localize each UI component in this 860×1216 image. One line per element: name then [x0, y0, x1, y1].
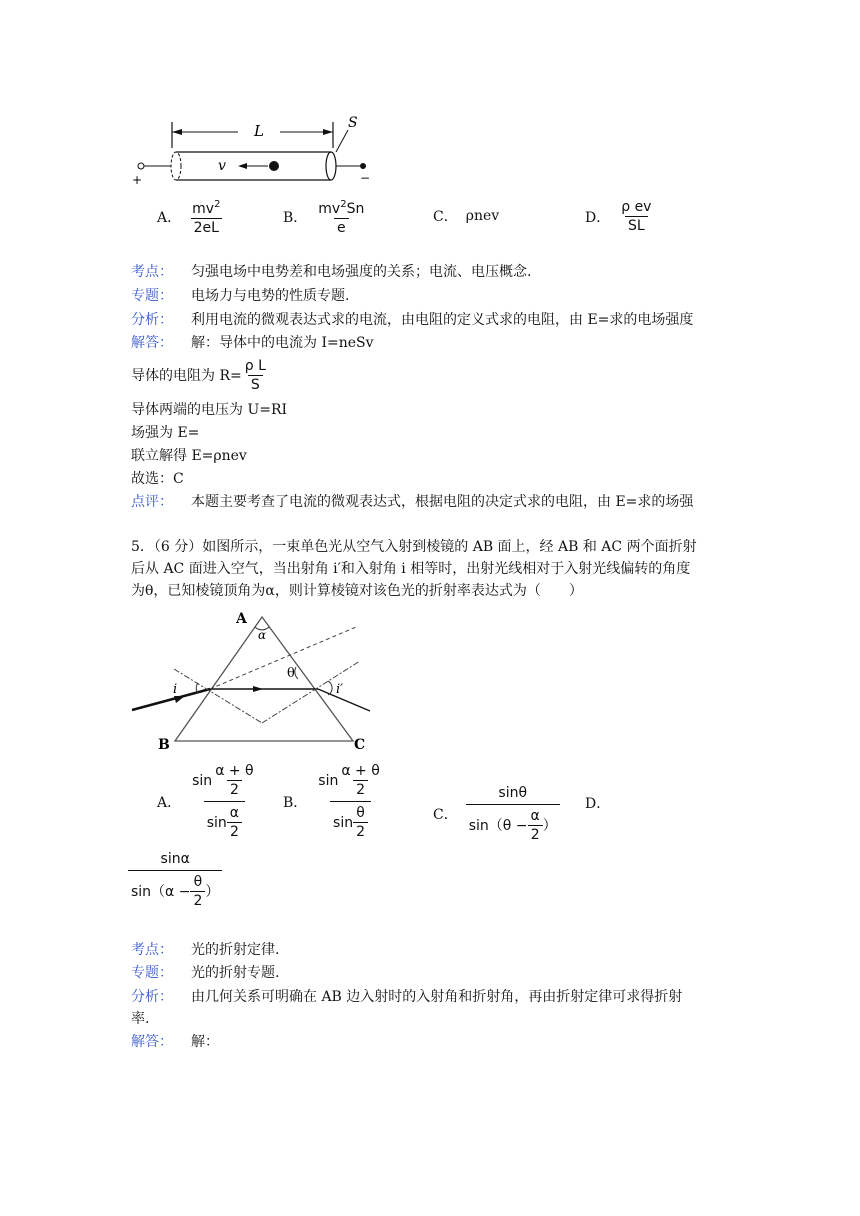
fraction: sin $\frac{\alpha + \theta}{2}$ sin $\frac{\alpha}{2}$	[192, 763, 254, 840]
minus-terminal: −	[360, 171, 371, 185]
theta-label: θ	[287, 666, 295, 681]
label: 专题：	[131, 965, 173, 981]
q4-option-c[interactable]	[433, 206, 499, 226]
q5-option-d[interactable]	[128, 850, 222, 910]
conductor-figure	[128, 112, 378, 187]
velocity-label: v	[218, 158, 226, 174]
label: 点评：	[131, 494, 173, 510]
vertex-b-label: B	[158, 737, 170, 753]
q5-option-b[interactable]	[283, 762, 386, 841]
q4-field-line: 场强为 E=	[131, 425, 200, 441]
fraction: sinα sin（α − $\frac{\theta}{2}$ ）	[128, 850, 222, 910]
area-label: S	[348, 115, 358, 131]
q4-option-a[interactable]	[157, 196, 223, 237]
fraction: $\frac{\text{ρ ev}}{SL}$	[621, 199, 652, 234]
angle-i-prime-label: i′	[336, 682, 344, 697]
q5-fenxi-cont: 率.	[131, 1011, 150, 1027]
fraction: $\frac{mv^2}{2eL}$	[192, 199, 221, 236]
q5-option-d-letter[interactable]: D．	[585, 796, 611, 812]
q4-choice-line: 故选：C	[131, 471, 184, 487]
plus-terminal: +	[132, 173, 143, 187]
q5-option-a[interactable]	[157, 762, 260, 841]
q4-kaodian: 考点： 匀强电场中电势差和电场强度的关系；电流、电压概念.	[131, 264, 532, 280]
label: 分析：	[131, 312, 173, 328]
q5-kaodian: 考点： 光的折射定律.	[131, 942, 280, 958]
angle-i-label: i	[173, 682, 178, 697]
label: 专题：	[131, 288, 173, 304]
q4-zhuanti: 专题： 电场力与电势的性质专题.	[131, 288, 350, 304]
q4-resistance-line: 导体的电阻为 R= $\frac{\text{ρ L}}{S}$	[131, 357, 269, 394]
option-letter: B．	[283, 794, 308, 811]
fraction: $\frac{mv^2Sn}{e}$	[318, 199, 365, 236]
vertex-a-label: A	[236, 611, 247, 627]
q5-stem-line-2: 后从 AC 面进入空气，当出射角 i′和入射角 i 相等时，出射光线相对于入射光线偏转的角度	[131, 561, 691, 577]
q5-fenxi: 分析： 由几何关系可明确在 AB 边入射时的入射角和折射角，再由折射定律可求得折射	[131, 989, 683, 1005]
option-letter: B．	[283, 209, 308, 226]
option-text: ρnev	[465, 208, 500, 224]
q4-fenxi: 分析： 利用电流的微观表达式求的电流，由电阻的定义式求的电阻，由 E=求的电场强度	[131, 312, 694, 328]
option-letter: C．	[433, 807, 458, 823]
option-letter: D．	[585, 209, 611, 226]
label: 考点：	[131, 942, 173, 958]
fraction: sin $\frac{\alpha + \theta}{2}$ sin $\frac{\theta}{2}$	[318, 763, 380, 840]
q4-joint-line: 联立解得 E=ρnev	[131, 448, 247, 464]
option-letter: C．	[433, 209, 458, 225]
label: 考点：	[131, 264, 173, 280]
q4-option-d[interactable]	[585, 198, 654, 235]
label: 解答：	[131, 1034, 173, 1050]
fraction: $\frac{\text{ρ L}}{S}$	[244, 358, 266, 393]
label: 解答：	[131, 335, 173, 351]
q4-jieda: 解答： 解：导体中的电流为 I=neSv	[131, 335, 374, 351]
q5-stem-line-1: 5．（6 分）如图所示，一束单色光从空气入射到棱镜的 AB 面上，经 AB 和 AC 两个面折射	[131, 539, 697, 555]
q4-voltage-line: 导体两端的电压为 U=RI	[131, 402, 288, 418]
q5-option-c[interactable]	[433, 784, 560, 844]
q4-dianping: 点评： 本题主要考查了电流的微观表达式，根据电阻的决定式求的电阻，由 E=求的场强	[131, 494, 694, 510]
fraction: sinθ sin（θ − $\frac{\alpha}{2}$ ）	[466, 784, 560, 844]
label: 分析：	[131, 989, 173, 1005]
q5-zhuanti: 专题： 光的折射专题.	[131, 965, 280, 981]
q4-option-b[interactable]	[283, 196, 367, 237]
q5-stem-line-3: 为θ，已知棱镜顶角为α，则计算棱镜对该色光的折射率表达式为（ ）	[131, 583, 583, 599]
q5-jieda: 解答： 解：	[131, 1034, 219, 1050]
option-letter: A．	[157, 209, 182, 226]
vertex-c-label: C	[354, 737, 366, 753]
option-letter: A．	[157, 794, 182, 811]
prism-figure	[128, 605, 378, 755]
length-label: L	[254, 122, 264, 140]
alpha-label: α	[258, 628, 267, 642]
